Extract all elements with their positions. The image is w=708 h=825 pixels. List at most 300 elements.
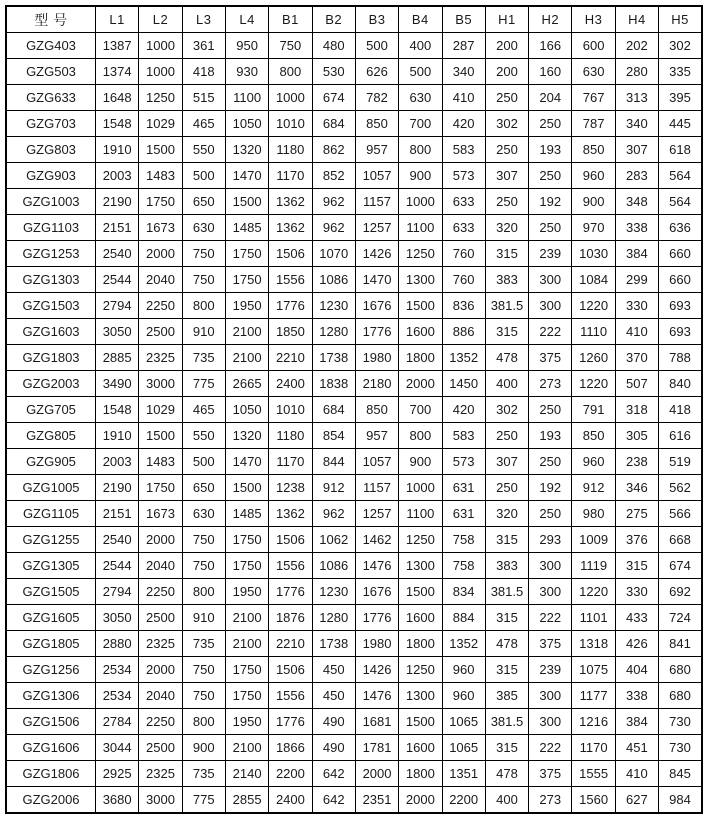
value-cell: 1260 bbox=[572, 345, 615, 371]
value-cell: 1950 bbox=[225, 709, 268, 735]
value-cell: 275 bbox=[615, 501, 658, 527]
value-cell: 2351 bbox=[355, 787, 398, 814]
value-cell: 750 bbox=[182, 683, 225, 709]
value-cell: 381.5 bbox=[485, 579, 528, 605]
value-cell: 2925 bbox=[96, 761, 139, 787]
value-cell: 300 bbox=[529, 709, 572, 735]
value-cell: 433 bbox=[615, 605, 658, 631]
value-cell: 630 bbox=[399, 85, 442, 111]
value-cell: 250 bbox=[529, 501, 572, 527]
value-cell: 250 bbox=[485, 475, 528, 501]
value-cell: 642 bbox=[312, 787, 355, 814]
value-cell: 700 bbox=[399, 397, 442, 423]
value-cell: 250 bbox=[485, 137, 528, 163]
value-cell: 239 bbox=[529, 657, 572, 683]
value-cell: 1476 bbox=[355, 683, 398, 709]
value-cell: 910 bbox=[182, 319, 225, 345]
value-cell: 957 bbox=[355, 137, 398, 163]
model-cell: GZG1256 bbox=[6, 657, 96, 683]
value-cell: 660 bbox=[659, 267, 702, 293]
value-cell: 320 bbox=[485, 501, 528, 527]
value-cell: 2325 bbox=[139, 345, 182, 371]
value-cell: 515 bbox=[182, 85, 225, 111]
model-cell: GZG1305 bbox=[6, 553, 96, 579]
value-cell: 250 bbox=[485, 423, 528, 449]
value-cell: 1600 bbox=[399, 605, 442, 631]
model-cell: GZG1806 bbox=[6, 761, 96, 787]
value-cell: 1673 bbox=[139, 501, 182, 527]
value-cell: 381.5 bbox=[485, 709, 528, 735]
value-cell: 630 bbox=[182, 215, 225, 241]
value-cell: 2210 bbox=[269, 345, 312, 371]
value-cell: 1462 bbox=[355, 527, 398, 553]
value-cell: 2003 bbox=[96, 163, 139, 189]
value-cell: 1500 bbox=[399, 293, 442, 319]
value-cell: 1500 bbox=[225, 475, 268, 501]
value-cell: 300 bbox=[529, 579, 572, 605]
value-cell: 1100 bbox=[225, 85, 268, 111]
value-cell: 315 bbox=[485, 319, 528, 345]
table-row bbox=[6, 553, 702, 579]
value-cell: 519 bbox=[659, 449, 702, 475]
value-cell: 1352 bbox=[442, 345, 485, 371]
column-header-b4: B4 bbox=[399, 6, 442, 33]
value-cell: 930 bbox=[225, 59, 268, 85]
value-cell: 250 bbox=[529, 397, 572, 423]
value-cell: 1250 bbox=[139, 85, 182, 111]
value-cell: 550 bbox=[182, 423, 225, 449]
value-cell: 1676 bbox=[355, 293, 398, 319]
model-cell: GZG1603 bbox=[6, 319, 96, 345]
value-cell: 1250 bbox=[399, 527, 442, 553]
value-cell: 480 bbox=[312, 33, 355, 59]
value-cell: 2540 bbox=[96, 241, 139, 267]
column-header-l4: L4 bbox=[225, 6, 268, 33]
value-cell: 250 bbox=[485, 85, 528, 111]
column-header-h5: H5 bbox=[659, 6, 702, 33]
value-cell: 2000 bbox=[399, 787, 442, 814]
value-cell: 375 bbox=[529, 631, 572, 657]
model-cell: GZG2006 bbox=[6, 787, 96, 814]
value-cell: 418 bbox=[182, 59, 225, 85]
table-row bbox=[6, 345, 702, 371]
value-cell: 2540 bbox=[96, 527, 139, 553]
value-cell: 627 bbox=[615, 787, 658, 814]
table-header bbox=[6, 6, 702, 33]
column-header-h3: H3 bbox=[572, 6, 615, 33]
value-cell: 1057 bbox=[355, 163, 398, 189]
value-cell: 1119 bbox=[572, 553, 615, 579]
value-cell: 767 bbox=[572, 85, 615, 111]
value-cell: 500 bbox=[355, 33, 398, 59]
value-cell: 1157 bbox=[355, 189, 398, 215]
value-cell: 800 bbox=[182, 579, 225, 605]
value-cell: 1030 bbox=[572, 241, 615, 267]
value-cell: 315 bbox=[485, 657, 528, 683]
value-cell: 2151 bbox=[96, 215, 139, 241]
value-cell: 307 bbox=[485, 449, 528, 475]
value-cell: 300 bbox=[529, 683, 572, 709]
value-cell: 1070 bbox=[312, 241, 355, 267]
value-cell: 1086 bbox=[312, 553, 355, 579]
table-row bbox=[6, 33, 702, 59]
value-cell: 960 bbox=[442, 657, 485, 683]
table-row bbox=[6, 501, 702, 527]
value-cell: 845 bbox=[659, 761, 702, 787]
value-cell: 1101 bbox=[572, 605, 615, 631]
value-cell: 730 bbox=[659, 709, 702, 735]
value-cell: 2880 bbox=[96, 631, 139, 657]
value-cell: 2250 bbox=[139, 709, 182, 735]
value-cell: 900 bbox=[399, 449, 442, 475]
value-cell: 1450 bbox=[442, 371, 485, 397]
value-cell: 445 bbox=[659, 111, 702, 137]
table-row bbox=[6, 163, 702, 189]
value-cell: 693 bbox=[659, 319, 702, 345]
value-cell: 1000 bbox=[399, 189, 442, 215]
value-cell: 631 bbox=[442, 501, 485, 527]
value-cell: 600 bbox=[572, 33, 615, 59]
value-cell: 854 bbox=[312, 423, 355, 449]
value-cell: 564 bbox=[659, 163, 702, 189]
model-cell: GZG1306 bbox=[6, 683, 96, 709]
value-cell: 633 bbox=[442, 215, 485, 241]
value-cell: 566 bbox=[659, 501, 702, 527]
value-cell: 330 bbox=[615, 579, 658, 605]
value-cell: 1010 bbox=[269, 111, 312, 137]
value-cell: 166 bbox=[529, 33, 572, 59]
value-cell: 1950 bbox=[225, 579, 268, 605]
model-cell: GZG803 bbox=[6, 137, 96, 163]
value-cell: 338 bbox=[615, 215, 658, 241]
table-row bbox=[6, 215, 702, 241]
value-cell: 1100 bbox=[399, 501, 442, 527]
value-cell: 1470 bbox=[355, 267, 398, 293]
value-cell: 418 bbox=[659, 397, 702, 423]
value-cell: 2040 bbox=[139, 267, 182, 293]
value-cell: 2100 bbox=[225, 345, 268, 371]
value-cell: 2151 bbox=[96, 501, 139, 527]
value-cell: 1029 bbox=[139, 111, 182, 137]
value-cell: 2794 bbox=[96, 579, 139, 605]
value-cell: 1352 bbox=[442, 631, 485, 657]
value-cell: 1000 bbox=[139, 33, 182, 59]
value-cell: 1362 bbox=[269, 189, 312, 215]
value-cell: 2210 bbox=[269, 631, 312, 657]
value-cell: 250 bbox=[529, 163, 572, 189]
value-cell: 2000 bbox=[355, 761, 398, 787]
value-cell: 2000 bbox=[139, 241, 182, 267]
value-cell: 239 bbox=[529, 241, 572, 267]
value-cell: 420 bbox=[442, 397, 485, 423]
table-row bbox=[6, 397, 702, 423]
value-cell: 950 bbox=[225, 33, 268, 59]
value-cell: 1776 bbox=[355, 319, 398, 345]
value-cell: 335 bbox=[659, 59, 702, 85]
value-cell: 2000 bbox=[399, 371, 442, 397]
value-cell: 2784 bbox=[96, 709, 139, 735]
column-header-l3: L3 bbox=[182, 6, 225, 33]
value-cell: 250 bbox=[529, 215, 572, 241]
value-cell: 315 bbox=[485, 735, 528, 761]
value-cell: 500 bbox=[182, 163, 225, 189]
model-cell: GZG905 bbox=[6, 449, 96, 475]
value-cell: 573 bbox=[442, 163, 485, 189]
value-cell: 490 bbox=[312, 709, 355, 735]
value-cell: 735 bbox=[182, 345, 225, 371]
value-cell: 1980 bbox=[355, 631, 398, 657]
model-cell: GZG1503 bbox=[6, 293, 96, 319]
value-cell: 630 bbox=[182, 501, 225, 527]
value-cell: 273 bbox=[529, 371, 572, 397]
value-cell: 384 bbox=[615, 241, 658, 267]
table-row bbox=[6, 241, 702, 267]
model-cell: GZG1103 bbox=[6, 215, 96, 241]
table-row bbox=[6, 449, 702, 475]
header-row bbox=[6, 6, 702, 33]
value-cell: 841 bbox=[659, 631, 702, 657]
value-cell: 852 bbox=[312, 163, 355, 189]
table-body bbox=[6, 33, 702, 814]
value-cell: 338 bbox=[615, 683, 658, 709]
value-cell: 1555 bbox=[572, 761, 615, 787]
value-cell: 2500 bbox=[139, 319, 182, 345]
value-cell: 2200 bbox=[442, 787, 485, 814]
value-cell: 2855 bbox=[225, 787, 268, 814]
model-cell: GZG903 bbox=[6, 163, 96, 189]
value-cell: 1170 bbox=[572, 735, 615, 761]
value-cell: 222 bbox=[529, 735, 572, 761]
column-header-b3: B3 bbox=[355, 6, 398, 33]
value-cell: 760 bbox=[442, 241, 485, 267]
model-cell: GZG503 bbox=[6, 59, 96, 85]
value-cell: 1170 bbox=[269, 449, 312, 475]
value-cell: 1950 bbox=[225, 293, 268, 319]
value-cell: 886 bbox=[442, 319, 485, 345]
value-cell: 1776 bbox=[269, 293, 312, 319]
value-cell: 1050 bbox=[225, 111, 268, 137]
value-cell: 850 bbox=[355, 111, 398, 137]
table-row bbox=[6, 59, 702, 85]
value-cell: 315 bbox=[485, 527, 528, 553]
value-cell: 250 bbox=[485, 189, 528, 215]
value-cell: 850 bbox=[572, 137, 615, 163]
value-cell: 307 bbox=[485, 163, 528, 189]
value-cell: 300 bbox=[529, 267, 572, 293]
value-cell: 400 bbox=[485, 371, 528, 397]
value-cell: 2665 bbox=[225, 371, 268, 397]
value-cell: 340 bbox=[615, 111, 658, 137]
value-cell: 550 bbox=[182, 137, 225, 163]
value-cell: 1250 bbox=[399, 657, 442, 683]
value-cell: 631 bbox=[442, 475, 485, 501]
value-cell: 1426 bbox=[355, 241, 398, 267]
value-cell: 305 bbox=[615, 423, 658, 449]
value-cell: 238 bbox=[615, 449, 658, 475]
value-cell: 674 bbox=[312, 85, 355, 111]
column-header-model: 型 号 bbox=[6, 6, 96, 33]
value-cell: 348 bbox=[615, 189, 658, 215]
value-cell: 315 bbox=[485, 605, 528, 631]
table-row bbox=[6, 683, 702, 709]
value-cell: 3044 bbox=[96, 735, 139, 761]
value-cell: 2325 bbox=[139, 631, 182, 657]
value-cell: 315 bbox=[485, 241, 528, 267]
value-cell: 840 bbox=[659, 371, 702, 397]
value-cell: 2500 bbox=[139, 605, 182, 631]
value-cell: 250 bbox=[529, 449, 572, 475]
value-cell: 960 bbox=[572, 163, 615, 189]
model-cell: GZG1303 bbox=[6, 267, 96, 293]
value-cell: 1387 bbox=[96, 33, 139, 59]
value-cell: 1470 bbox=[225, 449, 268, 475]
value-cell: 3050 bbox=[96, 319, 139, 345]
value-cell: 636 bbox=[659, 215, 702, 241]
value-cell: 1010 bbox=[269, 397, 312, 423]
value-cell: 626 bbox=[355, 59, 398, 85]
value-cell: 2100 bbox=[225, 605, 268, 631]
value-cell: 1483 bbox=[139, 163, 182, 189]
value-cell: 1362 bbox=[269, 215, 312, 241]
value-cell: 1180 bbox=[269, 423, 312, 449]
value-cell: 1500 bbox=[399, 579, 442, 605]
value-cell: 700 bbox=[399, 111, 442, 137]
value-cell: 1084 bbox=[572, 267, 615, 293]
value-cell: 750 bbox=[182, 657, 225, 683]
model-dimensions-table bbox=[5, 5, 703, 814]
value-cell: 730 bbox=[659, 735, 702, 761]
value-cell: 970 bbox=[572, 215, 615, 241]
value-cell: 465 bbox=[182, 397, 225, 423]
value-cell: 193 bbox=[529, 423, 572, 449]
value-cell: 633 bbox=[442, 189, 485, 215]
value-cell: 1500 bbox=[225, 189, 268, 215]
value-cell: 1075 bbox=[572, 657, 615, 683]
value-cell: 788 bbox=[659, 345, 702, 371]
value-cell: 1738 bbox=[312, 631, 355, 657]
value-cell: 1300 bbox=[399, 683, 442, 709]
value-cell: 1866 bbox=[269, 735, 312, 761]
value-cell: 2500 bbox=[139, 735, 182, 761]
value-cell: 1000 bbox=[399, 475, 442, 501]
value-cell: 478 bbox=[485, 761, 528, 787]
value-cell: 1057 bbox=[355, 449, 398, 475]
model-cell: GZG703 bbox=[6, 111, 96, 137]
value-cell: 674 bbox=[659, 553, 702, 579]
value-cell: 500 bbox=[399, 59, 442, 85]
value-cell: 1180 bbox=[269, 137, 312, 163]
value-cell: 1009 bbox=[572, 527, 615, 553]
value-cell: 1257 bbox=[355, 501, 398, 527]
value-cell: 2534 bbox=[96, 683, 139, 709]
value-cell: 293 bbox=[529, 527, 572, 553]
value-cell: 1648 bbox=[96, 85, 139, 111]
value-cell: 1220 bbox=[572, 579, 615, 605]
value-cell: 562 bbox=[659, 475, 702, 501]
value-cell: 1556 bbox=[269, 683, 312, 709]
value-cell: 1100 bbox=[399, 215, 442, 241]
table-row bbox=[6, 111, 702, 137]
value-cell: 750 bbox=[269, 33, 312, 59]
value-cell: 684 bbox=[312, 111, 355, 137]
value-cell: 583 bbox=[442, 423, 485, 449]
value-cell: 2534 bbox=[96, 657, 139, 683]
value-cell: 1750 bbox=[225, 267, 268, 293]
value-cell: 957 bbox=[355, 423, 398, 449]
value-cell: 680 bbox=[659, 683, 702, 709]
value-cell: 1351 bbox=[442, 761, 485, 787]
value-cell: 384 bbox=[615, 709, 658, 735]
value-cell: 420 bbox=[442, 111, 485, 137]
table-row bbox=[6, 761, 702, 787]
value-cell: 300 bbox=[529, 553, 572, 579]
value-cell: 1910 bbox=[96, 423, 139, 449]
value-cell: 2325 bbox=[139, 761, 182, 787]
value-cell: 204 bbox=[529, 85, 572, 111]
value-cell: 375 bbox=[529, 345, 572, 371]
value-cell: 361 bbox=[182, 33, 225, 59]
value-cell: 1029 bbox=[139, 397, 182, 423]
value-cell: 775 bbox=[182, 371, 225, 397]
value-cell: 160 bbox=[529, 59, 572, 85]
model-cell: GZG1255 bbox=[6, 527, 96, 553]
value-cell: 900 bbox=[572, 189, 615, 215]
value-cell: 750 bbox=[182, 241, 225, 267]
value-cell: 222 bbox=[529, 605, 572, 631]
value-cell: 1738 bbox=[312, 345, 355, 371]
value-cell: 530 bbox=[312, 59, 355, 85]
value-cell: 1426 bbox=[355, 657, 398, 683]
value-cell: 302 bbox=[659, 33, 702, 59]
value-cell: 250 bbox=[529, 111, 572, 137]
column-header-l1: L1 bbox=[96, 6, 139, 33]
value-cell: 2100 bbox=[225, 319, 268, 345]
value-cell: 2040 bbox=[139, 553, 182, 579]
value-cell: 3490 bbox=[96, 371, 139, 397]
table-row bbox=[6, 605, 702, 631]
value-cell: 1750 bbox=[225, 241, 268, 267]
value-cell: 850 bbox=[355, 397, 398, 423]
value-cell: 302 bbox=[485, 397, 528, 423]
value-cell: 2250 bbox=[139, 579, 182, 605]
value-cell: 383 bbox=[485, 267, 528, 293]
value-cell: 2180 bbox=[355, 371, 398, 397]
value-cell: 1560 bbox=[572, 787, 615, 814]
value-cell: 962 bbox=[312, 215, 355, 241]
value-cell: 2544 bbox=[96, 267, 139, 293]
value-cell: 583 bbox=[442, 137, 485, 163]
value-cell: 1230 bbox=[312, 579, 355, 605]
value-cell: 2140 bbox=[225, 761, 268, 787]
value-cell: 1548 bbox=[96, 111, 139, 137]
value-cell: 1750 bbox=[225, 657, 268, 683]
value-cell: 618 bbox=[659, 137, 702, 163]
value-cell: 616 bbox=[659, 423, 702, 449]
model-cell: GZG1506 bbox=[6, 709, 96, 735]
value-cell: 800 bbox=[182, 293, 225, 319]
value-cell: 693 bbox=[659, 293, 702, 319]
value-cell: 192 bbox=[529, 475, 572, 501]
table-row bbox=[6, 293, 702, 319]
table-row bbox=[6, 735, 702, 761]
value-cell: 280 bbox=[615, 59, 658, 85]
value-cell: 1750 bbox=[139, 475, 182, 501]
table-row bbox=[6, 787, 702, 814]
value-cell: 1776 bbox=[269, 579, 312, 605]
value-cell: 450 bbox=[312, 657, 355, 683]
value-cell: 2000 bbox=[139, 527, 182, 553]
value-cell: 750 bbox=[182, 267, 225, 293]
